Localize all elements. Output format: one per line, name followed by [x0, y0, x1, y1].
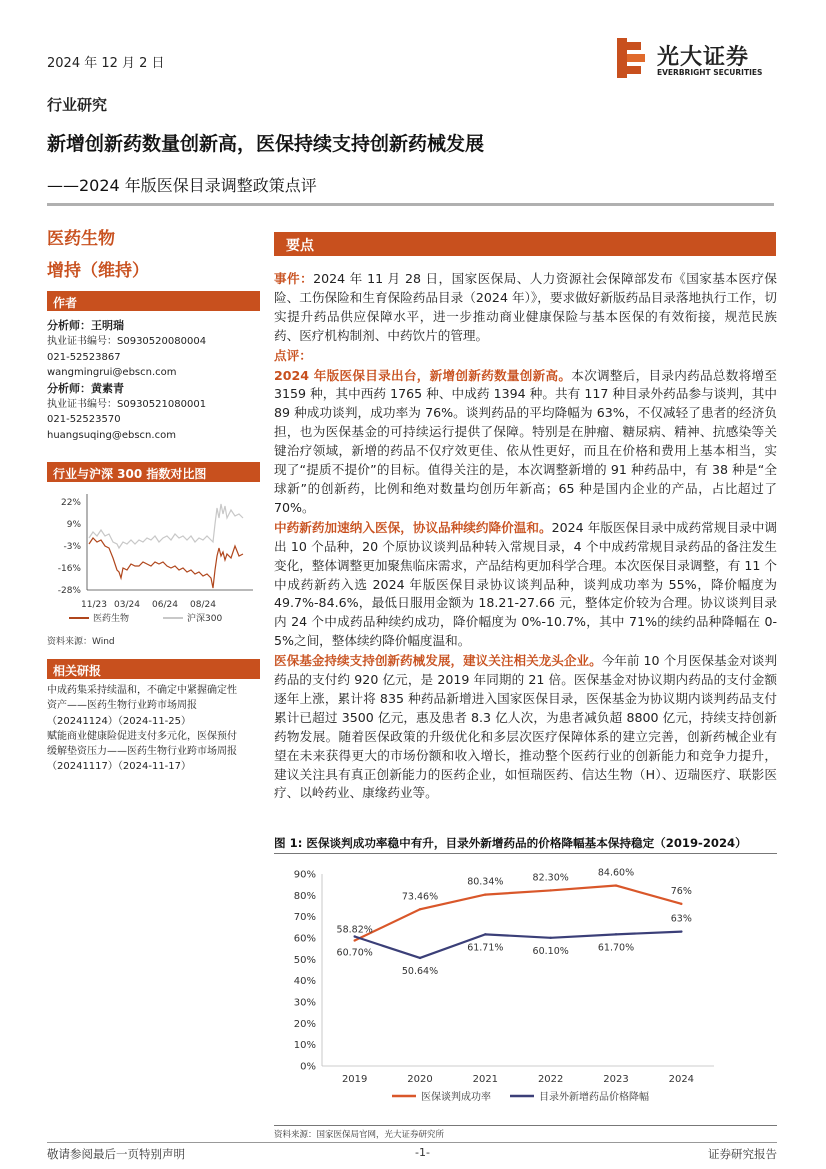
- paragraph-event: [274, 270, 777, 346]
- analyst-1: [47, 318, 206, 334]
- y-tick-label: 70%: [293, 912, 316, 924]
- y-tick-label: 60%: [293, 933, 316, 945]
- data-point: [419, 957, 421, 959]
- analyst-label: 分析师：: [47, 381, 91, 395]
- related-reports: [47, 683, 260, 775]
- authors-header: 作者: [47, 291, 260, 311]
- data-point: [484, 933, 486, 935]
- data-label: 61.71%: [467, 942, 504, 954]
- y-tick-label: 40%: [293, 976, 316, 988]
- analyst-2-email[interactable]: huangsuqing@ebscn.com: [47, 429, 176, 441]
- legend-label-discount: 目录外新增药品价格降幅: [539, 1092, 649, 1103]
- report-type: 行业研究: [47, 96, 108, 114]
- event-label: 事件：: [274, 271, 314, 286]
- analyst-2: [47, 381, 206, 397]
- report-date: 2024 年 12 月 2 日: [47, 56, 165, 71]
- related-header: 相关研报: [47, 659, 260, 679]
- paragraph-comment-head: [274, 347, 777, 366]
- data-label: 73.46%: [401, 891, 439, 903]
- authors-block: [47, 318, 206, 443]
- y-tick-label: -28%: [57, 586, 81, 596]
- tcm-keyline: 中药新药加速纳入医保，协议品种续约降价温和。: [274, 519, 552, 535]
- footer-report-type: 证券研究报告: [708, 1147, 777, 1161]
- everbright-logo-icon: [617, 38, 647, 78]
- report-subtitle: ——2024 年版医保目录调整政策点评: [47, 176, 317, 195]
- catalog-keyline: 2024 年版医保目录出台，新增创新药数量创新高。: [274, 367, 572, 383]
- data-label: 50.64%: [401, 965, 439, 977]
- related-line: （20241117）（2024-11-17）: [47, 761, 192, 773]
- event-text: 2024 年 11 月 28 日，国家医保局、人力资源社会保障部发布《国家基本医疗保险、工伤保险和生育保险药品目录（2024 年）》，要求做好新版药品目录落地执行工作，切实提升药品供应保障水平，进一步推动商业健康保险与基本医保的有效衔接，规范民族药、医疗机构制剂、中药饮片的管理。: [274, 271, 777, 343]
- chart-legend: [69, 612, 222, 624]
- data-label: 80.34%: [467, 876, 504, 888]
- x-tick-label: 2024: [668, 1074, 695, 1085]
- y-tick-label: 0%: [300, 1061, 316, 1073]
- logo-english-name: EVERBRIGHT SECURITIES: [657, 68, 763, 77]
- legend-label-hs300: 沪深300: [187, 614, 223, 624]
- x-tick-label: 2019: [341, 1074, 368, 1085]
- series-line-pharma: [89, 538, 243, 588]
- paragraph-fund: [274, 652, 777, 803]
- title-divider: [47, 203, 774, 206]
- x-tick-label: 2020: [407, 1074, 433, 1085]
- analyst-2-phone: 021-52523570: [47, 414, 121, 426]
- figure-source: 资料来源：国家医保局官网，光大证券研究所: [274, 1125, 777, 1140]
- data-label: 76%: [670, 885, 692, 897]
- y-tick-label: -3%: [63, 542, 81, 552]
- data-point: [680, 930, 682, 932]
- data-point: [549, 937, 551, 939]
- x-tick-label: 03/24: [114, 600, 140, 610]
- x-tick-label: 11/23: [81, 600, 107, 610]
- data-point: [549, 889, 551, 891]
- page-number: -1-: [415, 1146, 430, 1159]
- x-tick-labels: [81, 600, 216, 610]
- key-points-body: [274, 270, 777, 804]
- x-tick-label: 2021: [472, 1074, 499, 1085]
- y-tick-label: 9%: [66, 520, 81, 530]
- y-tick-label: 80%: [293, 890, 316, 902]
- negotiation-line-chart: [274, 860, 777, 1124]
- data-label: 60.70%: [336, 947, 373, 959]
- analyst-1-phone: 021-52523867: [47, 351, 121, 363]
- legend-label-success: 医保谈判成功率: [421, 1092, 491, 1103]
- comment-label: 点评：: [274, 347, 312, 363]
- analyst-name: 黄素青: [91, 381, 124, 395]
- analyst-1-email[interactable]: wangmingrui@ebscn.com: [47, 367, 177, 379]
- y-tick-labels: [58, 498, 82, 596]
- related-line[interactable]: 缓解垫资压力——医药生物行业跨市场周报: [47, 746, 237, 758]
- analyst-2-license: 执业证书编号：S0930521080001: [47, 399, 207, 411]
- x-tick-label: 2022: [537, 1074, 564, 1085]
- legend-label-pharma: 医药生物: [93, 614, 130, 624]
- y-tick-label: 50%: [293, 954, 316, 966]
- x-tick-label: 08/24: [190, 600, 216, 610]
- report-title: 新增创新药数量创新高，医保持续支持创新药械发展: [47, 133, 485, 155]
- data-point: [615, 933, 617, 935]
- fund-keyline: 医保基金持续支持创新药械发展，建议关注相关龙头企业。: [274, 653, 602, 669]
- sector-name: 医药生物: [47, 229, 115, 249]
- index-chart-source: 资料来源：Wind: [47, 637, 115, 647]
- series-line-hs300: [89, 504, 243, 548]
- data-point: [353, 935, 355, 937]
- y-tick-label: 30%: [293, 997, 316, 1009]
- figure-title: 图 1: 医保谈判成功率稳中有升，目录外新增药品的价格降幅基本保持稳定（2019-2024）: [274, 835, 777, 854]
- related-line[interactable]: 赋能商业健康险促进支付多元化，医保预付: [47, 730, 237, 742]
- y-tick-label: 10%: [293, 1040, 316, 1052]
- catalog-text: 本次调整后，目录内药品总数将增至 3159 种，其中西药 1765 种、中成药 1394 种。共有 117 种目录外药品参与谈判，其中 89 种成功谈判，成功率为 76%。谈判药品的平均降幅为 63%，不仅减轻了患者的经济负担，也为医保基金的可持续运行提供了保障。特别是在肿瘤、糖尿病、精神、抗感染等关键治疗领域，新增的药品不仅疗效更佳、依从性更好，而且在价格和费用上基本相当，实现了“提质不提价”的目标。值得关注的是，本次调整新增的 91 种药品中，有 38 种是“全球新”的创新药，比例和绝对数量均创历年新高；65 种是国内企业的产品，占比超过了 70%。: [274, 367, 778, 515]
- tcm-text: 2024 年版医保目录中成药常规目录中调出 10 个品种，20 个原协议谈判品种转入常规目录，4 个中成药常规目录药品的备注发生变化，整体调整更加聚焦临床需求，产品结构更加科学合理。本次医保目录调整，有 11 个中成药新药入选 2024 年版医保目录协议谈判品种，谈判成功率为 55%，降价幅度为 49.7%-84.6%，最低日服用金额为 18.21-27.66 元，整体定价较为合理。协议谈判目录内 24 个中成药品种续约成功，降价幅度为 0%-10.7%，其中 71%的续约品种降幅在 0-5%之间，整体续约降价幅度温和。: [274, 519, 777, 649]
- data-label: 61.70%: [597, 942, 635, 954]
- related-line[interactable]: 资产——医药生物行业跨市场周报: [47, 700, 197, 712]
- data-label: 63%: [670, 913, 692, 925]
- company-logo: [617, 38, 777, 80]
- x-tick-labels: [342, 1074, 694, 1085]
- rating: 增持（维持）: [47, 261, 149, 281]
- related-line: （20241124）（2024-11-25）: [47, 715, 192, 727]
- related-line[interactable]: 中成药集采持续温和，不确定中紧握确定性: [47, 685, 237, 696]
- y-tick-label: 22%: [60, 498, 81, 508]
- fund-text: 今年前 10 个月医保基金对谈判药品的支付约 920 亿元，是 2019 年同期的 21 倍。医保基金对协议期内药品的支付金额逐年上涨，累计将 835 种药品新增进入国家医保目录，医保基金为协议期内谈判药品支付累计已超过 3500 亿元，惠及患者 8.3 亿人次，为患者减负超 8800 亿元，持续支持创新药物发展。随着医保政策的升级优化和多层次医疗保障体系的建立完善，创新药械企业有望在未来获得更大的市场份额和收入增长，推动整个医药行业的创新能力和竞争力提升，建议关注具有真正创新能力的医药企业，如恒瑞医药、信达生物（H）、迈瑞医疗、联影医疗、以岭药业、康缘药业等。: [274, 653, 777, 801]
- data-point: [680, 903, 682, 905]
- data-point: [615, 884, 617, 886]
- data-label: 82.30%: [532, 872, 569, 884]
- footer-divider: [47, 1142, 777, 1143]
- y-tick-label: 90%: [293, 869, 316, 881]
- analyst-label: 分析师：: [47, 319, 91, 332]
- index-chart-header: 行业与沪深 300 指数对比图: [47, 462, 260, 482]
- paragraph-tcm: [274, 519, 777, 651]
- x-tick-label: 06/24: [152, 600, 178, 610]
- y-tick-label: 20%: [293, 1018, 316, 1030]
- index-comparison-chart: [47, 484, 260, 644]
- y-tick-labels: [294, 870, 316, 1073]
- footer-disclaimer[interactable]: 敬请参阅最后一页特别声明: [47, 1147, 185, 1161]
- data-label: 58.82%: [336, 924, 373, 936]
- data-point: [353, 939, 355, 941]
- data-label: 60.10%: [532, 945, 569, 957]
- y-tick-label: -16%: [57, 564, 81, 574]
- x-tick-label: 2023: [603, 1074, 629, 1085]
- logo-chinese-name: 光大证券: [657, 45, 750, 70]
- key-points-header: 要点: [274, 232, 776, 256]
- paragraph-catalog: [274, 367, 777, 518]
- data-point: [484, 893, 486, 895]
- data-label: 84.60%: [597, 867, 635, 879]
- data-point: [419, 908, 421, 910]
- chart-legend: [392, 1090, 649, 1103]
- analyst-1-license: 执业证书编号：S0930520080004: [47, 336, 207, 348]
- analyst-name: 王明瑞: [91, 319, 124, 332]
